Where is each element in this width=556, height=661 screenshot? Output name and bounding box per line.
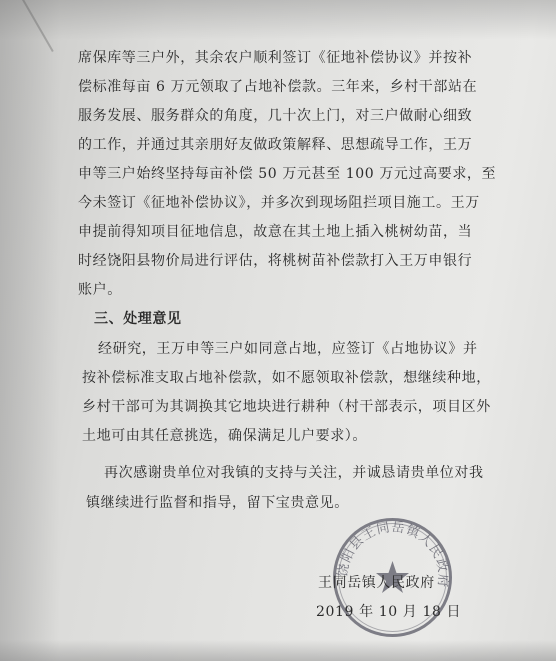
opinion-line: 经研究，王万申等三户如同意占地，应签订《占地协议》并 [98,341,478,357]
body-line: 今未签订《征地补偿协议》，并多次到现场阻拦项目施工。王万 [78,195,480,211]
body-line: 席保库等三户外，其余农户顺利签订《征地补偿协议》并按补 [78,50,473,66]
body-line: 服务发展、服务群众的角度，几十次上门，对三户做耐心细致 [78,108,473,124]
opinion-line: 土地可由其任意挑选，确保满足儿户要求）。 [82,428,367,444]
thanks-line: 镇继续进行监督和指导，留下宝贵意见。 [86,495,349,511]
body-line: 时经饶阳县物价局进行评估，将桃树苗补偿款打入王万申银行 [78,253,473,269]
opinion-line: 乡村干部可为其调换其它地块进行耕种（村干部表示，项目区外 [82,399,491,415]
svg-text:饶阳县王同岳镇人民政府: 饶阳县王同岳镇人民政府 [335,520,451,589]
body-line: 账户。 [78,282,122,298]
bottom-shadow [0,640,556,661]
body-line: 的工作，并通过其亲朋好友做政策解释、思想疏导工作，王万 [78,137,473,153]
section-heading: 三、处理意见 [94,311,182,327]
body-line: 申等三户始终坚持每亩补偿 50 万元甚至 100 万元过高要求，至 [78,166,497,182]
opinion-line: 按补偿标准支取占地补偿款，如不愿领取补偿款，想继续种地， [82,370,491,386]
signature-date: 2019 年 10 月 18 日 [316,604,462,620]
body-line: 偿标准每亩 6 万元领取了占地补偿款。三年来，乡村干部站在 [78,79,478,95]
thanks-line: 再次感谢贵单位对我镇的支持与关注，并诚恳请贵单位对我 [104,465,484,481]
signature-organization: 王同岳镇人民政府 [318,575,435,591]
body-line: 申提前得知项目征地信息，故意在其土地上插入桃树幼苗，当 [78,224,473,240]
